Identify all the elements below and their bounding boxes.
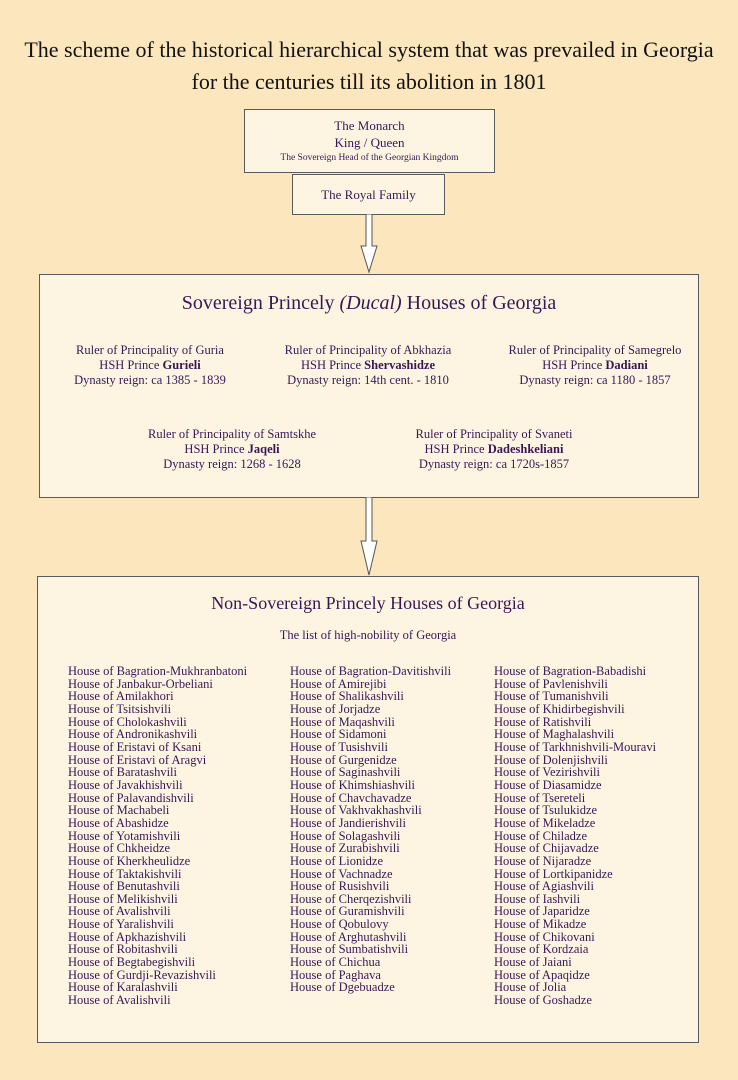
monarch-label: The Monarch bbox=[334, 118, 405, 133]
house-list-item: House of Kherkheulidze bbox=[68, 853, 191, 868]
house-list-item: House of Taktakishvili bbox=[68, 866, 182, 881]
house-list-item: House of Arghutashvili bbox=[290, 929, 407, 944]
ruler-principality: Ruler of Principality of Samtskhe bbox=[147, 427, 317, 441]
house-list-item: House of Cherqezishvili bbox=[290, 891, 412, 906]
monarch-title: King / Queen bbox=[334, 135, 405, 150]
house-list-item: House of Goshadze bbox=[494, 993, 592, 1008]
house-list-item: House of Javakhishvili bbox=[68, 777, 183, 792]
ruler-svaneti bbox=[379, 427, 609, 472]
house-list-item: House of Avalishvili bbox=[68, 904, 171, 919]
ruler-title bbox=[480, 358, 710, 373]
house-list-item: House of Baratashvili bbox=[68, 765, 178, 780]
ruler-name: Dadeshkeliani bbox=[487, 442, 564, 456]
house-list-item: House of Ratishvili bbox=[494, 714, 592, 729]
house-list-item: House of Guramishvili bbox=[290, 904, 405, 919]
house-column-2 bbox=[290, 665, 451, 994]
sovereign-title-ducal: (Ducal) bbox=[339, 292, 402, 314]
monarch-box bbox=[244, 109, 495, 173]
ruler-reign: Dynasty reign: ca 1180 - 1857 bbox=[519, 373, 671, 387]
house-list-item: House of Karalashvili bbox=[68, 980, 178, 995]
house-list-item: House of Qobulovy bbox=[290, 917, 389, 932]
house-list-item: House of Machabeli bbox=[68, 803, 170, 818]
arrow-down-1 bbox=[360, 214, 378, 274]
house-list-item: House of Tarkhnishvili-Mouravi bbox=[494, 739, 657, 754]
house-list-item: House of Jaiani bbox=[494, 955, 572, 970]
house-list-item: House of Iashvili bbox=[494, 891, 581, 906]
house-list-item: House of Amirejibi bbox=[290, 676, 387, 691]
house-list-item: House of Janbakur-Orbeliani bbox=[68, 676, 213, 691]
house-list-item: House of Dolenjishvili bbox=[494, 752, 608, 767]
house-list-item: House of Saginashvili bbox=[290, 765, 401, 780]
ruler-samtskhe bbox=[117, 427, 347, 472]
ruler-prefix: HSH Prince bbox=[300, 358, 365, 372]
house-list-item: House of Apaqidze bbox=[494, 967, 590, 982]
ruler-name: Gurieli bbox=[162, 358, 201, 372]
house-list-item: House of Chijavadze bbox=[494, 841, 599, 856]
house-list-item: House of Vachnadze bbox=[290, 866, 393, 881]
house-list-item: House of Mikadze bbox=[494, 917, 587, 932]
house-list-item: House of Jorjadze bbox=[290, 701, 381, 716]
ruler-samegrelo bbox=[480, 343, 710, 388]
arrow-down-2 bbox=[360, 497, 378, 577]
house-list-item: House of Chiladze bbox=[494, 828, 588, 843]
ruler-principality: Ruler of Principality of Svaneti bbox=[415, 427, 573, 441]
diagram-title bbox=[0, 34, 738, 98]
ruler-principality: Ruler of Principality of Abkhazia bbox=[284, 343, 452, 357]
house-list-item: House of Tsereteli bbox=[494, 790, 586, 805]
ruler-reign: Dynasty reign: 14th cent. - 1810 bbox=[287, 373, 449, 387]
ruler-reign: Dynasty reign: ca 1385 - 1839 bbox=[74, 373, 226, 387]
ruler-title bbox=[35, 358, 265, 373]
sovereign-title-part-2: Houses of Georgia bbox=[401, 292, 557, 314]
house-list-item: House of Agiashvili bbox=[494, 879, 594, 894]
house-list-item: House of Nijaradze bbox=[494, 853, 592, 868]
ruler-title bbox=[253, 358, 483, 373]
house-list-item: House of Avalishvili bbox=[68, 993, 171, 1008]
house-list-item: House of Andronikashvili bbox=[68, 727, 198, 742]
ruler-principality: Ruler of Principality of Guria bbox=[76, 343, 224, 357]
ruler-reign: Dynasty reign: 1268 - 1628 bbox=[163, 457, 301, 471]
ruler-title bbox=[117, 442, 347, 457]
house-list-item: House of Gurgenidze bbox=[290, 752, 397, 767]
house-list-item: House of Cholokashvili bbox=[68, 714, 187, 729]
house-list-item: House of Chichua bbox=[290, 955, 381, 970]
house-list-item: House of Khimshiashvili bbox=[290, 777, 415, 792]
house-list-item: House of Chavchavadze bbox=[290, 790, 412, 805]
ruler-principality: Ruler of Principality of Samegrelo bbox=[508, 343, 682, 357]
house-list-item: House of Jolia bbox=[494, 980, 567, 995]
house-list-item: House of Gurdji-Revazishvili bbox=[68, 967, 216, 982]
ruler-reign: Dynasty reign: ca 1720s-1857 bbox=[418, 457, 570, 471]
house-list-item: House of Abashidze bbox=[68, 815, 169, 830]
royal-family-label: The Royal Family bbox=[321, 187, 416, 202]
sovereign-houses-box bbox=[39, 274, 699, 498]
house-list-item: House of Begtabegishvili bbox=[68, 955, 196, 970]
house-list-item: House of Amilakhori bbox=[68, 689, 174, 704]
house-list-item: House of Tumanishvili bbox=[494, 689, 609, 704]
ruler-name: Dadiani bbox=[605, 358, 648, 372]
house-list-item: House of Tusishvili bbox=[290, 739, 388, 754]
ruler-title bbox=[379, 442, 609, 457]
house-list-item: House of Zurabishvili bbox=[290, 841, 400, 856]
house-list-item: House of Apkhazishvili bbox=[68, 929, 187, 944]
house-list-item: House of Vakhvakhashvili bbox=[290, 803, 422, 818]
house-list-item: House of Maqashvili bbox=[290, 714, 395, 729]
title-line-2: for the centuries till its abolition in 1801 bbox=[191, 69, 547, 94]
house-list-item: House of Yaralishvili bbox=[68, 917, 174, 932]
house-list-item: House of Vezirishvili bbox=[494, 765, 601, 780]
house-list-item: House of Rusishvili bbox=[290, 879, 390, 894]
non-sovereign-houses-box bbox=[37, 576, 699, 1043]
house-column-3 bbox=[494, 665, 656, 1007]
house-list-item: House of Mikeladze bbox=[494, 815, 596, 830]
sovereign-title-part-1: Sovereign Princely bbox=[181, 292, 340, 314]
house-list-item: House of Eristavi of Ksani bbox=[68, 739, 202, 754]
house-list-item: House of Melikishvili bbox=[68, 891, 178, 906]
house-list-item: House of Tsitsishvili bbox=[68, 701, 172, 716]
ruler-name: Shervashidze bbox=[364, 358, 436, 372]
house-list-item: House of Sidamoni bbox=[290, 727, 387, 742]
house-list-item: House of Lionidze bbox=[290, 853, 384, 868]
house-list-item: House of Tsulukidze bbox=[494, 803, 598, 818]
house-list-item: House of Chikovani bbox=[494, 929, 595, 944]
house-list-item: House of Khidirbegishvili bbox=[494, 701, 625, 716]
house-list-item: House of Bagration-Mukhranbatoni bbox=[68, 664, 248, 678]
house-list-item: House of Lortkipanidze bbox=[494, 866, 613, 881]
monarch-description: The Sovereign Head of the Georgian Kingdom bbox=[280, 153, 459, 163]
ruler-name: Jaqeli bbox=[247, 442, 280, 456]
ruler-prefix: HSH Prince bbox=[424, 442, 488, 456]
ruler-prefix: HSH Prince bbox=[99, 358, 163, 372]
ruler-guria bbox=[35, 343, 265, 388]
house-list-item: House of Dgebuadze bbox=[290, 980, 395, 995]
house-list-item: House of Pavlenishvili bbox=[494, 676, 608, 691]
house-list-item: House of Eristavi of Aragvi bbox=[68, 752, 207, 767]
ruler-prefix: HSH Prince bbox=[184, 442, 248, 456]
house-list-item: House of Sumbatishvili bbox=[290, 942, 409, 957]
house-list-item: House of Bagration-Davitishvili bbox=[290, 664, 452, 678]
house-list-item: House of Jandierishvili bbox=[290, 815, 406, 830]
house-column-1 bbox=[68, 665, 247, 1007]
house-list-item: House of Benutashvili bbox=[68, 879, 180, 894]
house-list-item: House of Maghalashvili bbox=[494, 727, 615, 742]
house-list-item: House of Paghava bbox=[290, 967, 381, 982]
royal-family-box bbox=[292, 174, 445, 215]
title-line-1: The scheme of the historical hierarchical system that was prevailed in Georgia bbox=[24, 37, 714, 62]
house-list-item: House of Japaridze bbox=[494, 904, 590, 919]
house-list-item: House of Bagration-Babadishi bbox=[494, 664, 647, 678]
house-list-item: House of Robitashvili bbox=[68, 942, 178, 957]
non-sovereign-title: Non-Sovereign Princely Houses of Georgia bbox=[211, 593, 525, 613]
house-list-item: House of Diasamidze bbox=[494, 777, 602, 792]
ruler-prefix: HSH Prince bbox=[542, 358, 606, 372]
non-sovereign-subtitle: The list of high-nobility of Georgia bbox=[279, 628, 457, 642]
house-list-item: House of Kordzaia bbox=[494, 942, 589, 957]
house-list-item: House of Chkheidze bbox=[68, 841, 171, 856]
ruler-abkhazia bbox=[253, 343, 483, 388]
house-list-item: House of Solagashvili bbox=[290, 828, 401, 843]
house-list-item: House of Palavandishvili bbox=[68, 790, 194, 805]
house-list-item: House of Yotamishvili bbox=[68, 828, 181, 843]
house-list-item: House of Shalikashvili bbox=[290, 689, 404, 704]
sovereign-houses-title bbox=[40, 292, 698, 315]
